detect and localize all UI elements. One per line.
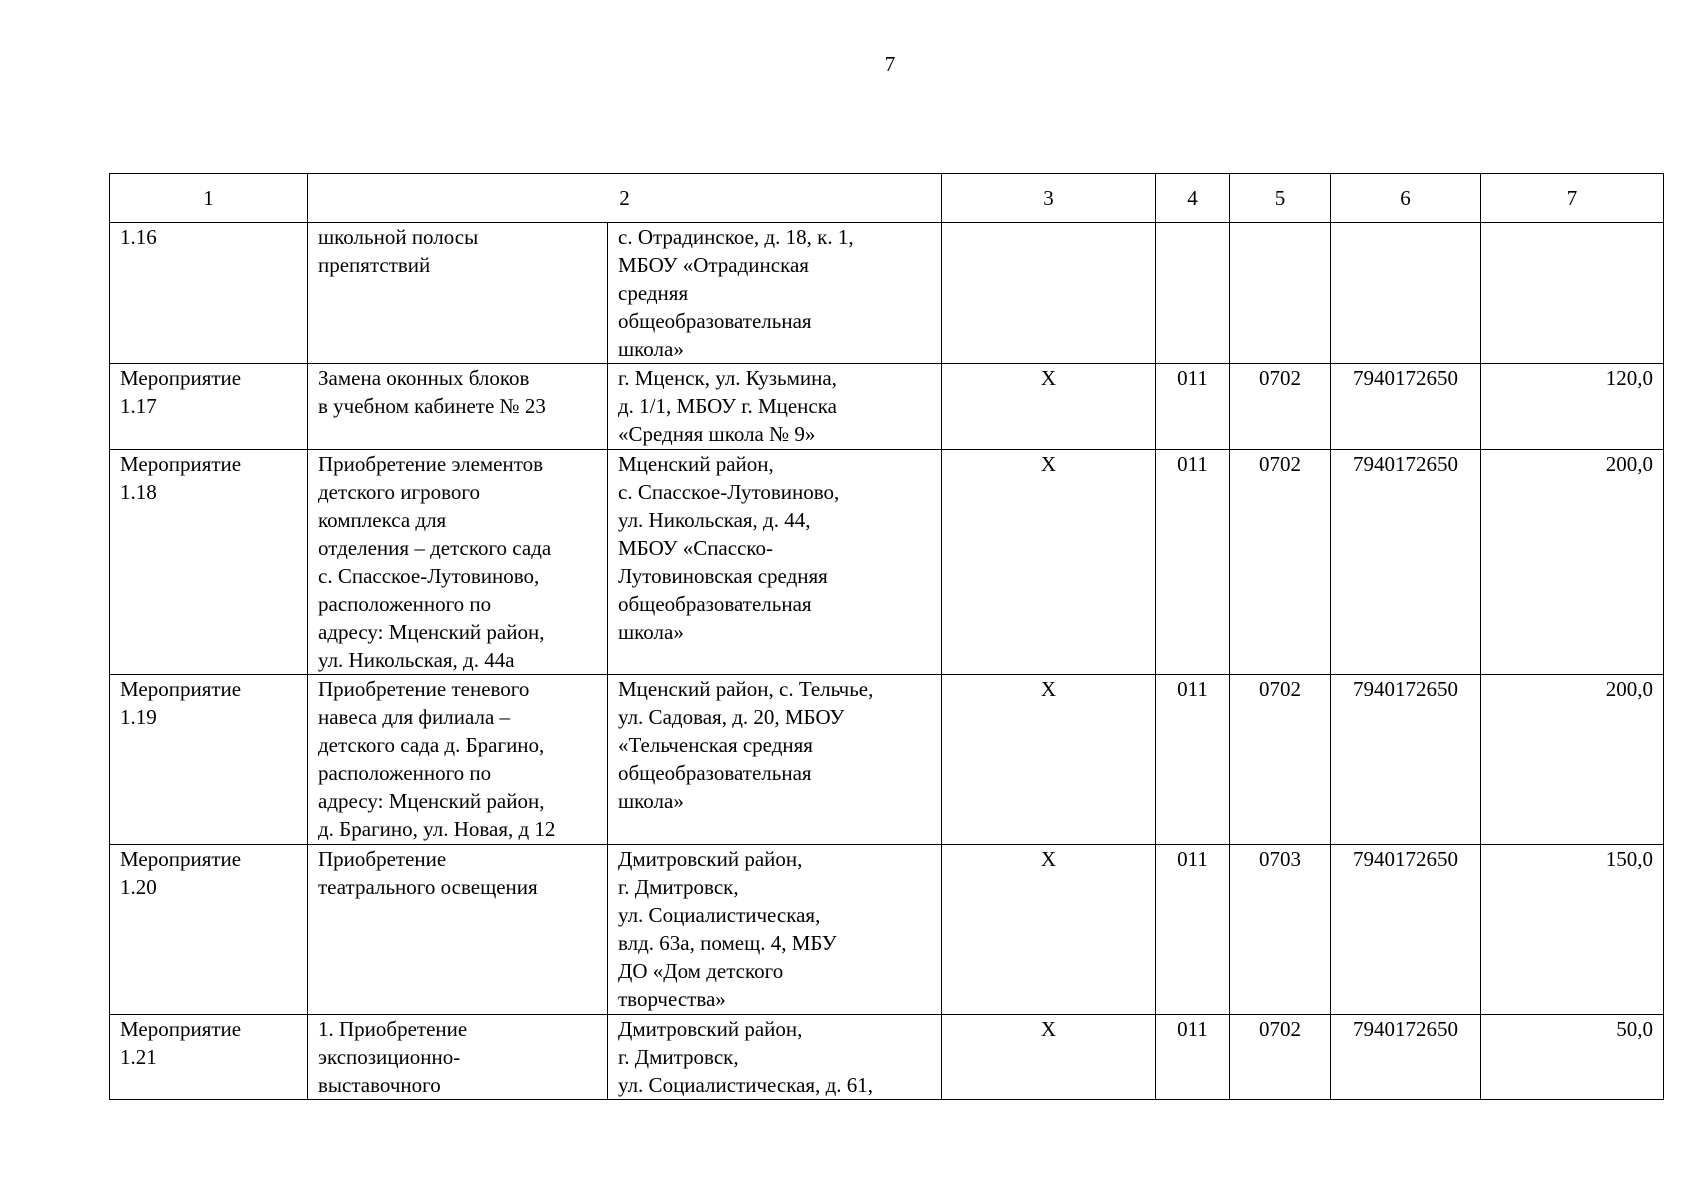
cell-address-line: общеобразовательная [618, 761, 812, 785]
cell-address [608, 1015, 942, 1100]
cell-event-number [110, 223, 308, 364]
cell-col3 [942, 223, 1156, 364]
cell-event-name-line: Приобретение [318, 847, 447, 871]
cell-event-name-line: препятствий [318, 253, 431, 277]
cell-col4: 011 [1156, 364, 1230, 450]
cell-address [608, 364, 942, 450]
cell-col6: 7940172650 [1331, 845, 1481, 1015]
cell-event-number-line: 1.20 [120, 875, 157, 899]
table-row [110, 223, 1664, 364]
header-cell-1: 1 [110, 174, 308, 223]
cell-col7: 150,0 [1481, 845, 1664, 1015]
cell-address-line: д. 1/1, МБОУ г. Мценска [618, 394, 837, 418]
cell-col6: 7940172650 [1331, 450, 1481, 675]
cell-event-name-line: детского игрового [318, 480, 480, 504]
header-cell-2: 2 [308, 174, 942, 223]
cell-event-name-line: театрального освещения [318, 875, 538, 899]
page-number: 7 [884, 52, 896, 76]
cell-col3: Х [942, 1015, 1156, 1100]
cell-address-line: с. Отрадинское, д. 18, к. 1, [618, 225, 854, 249]
cell-event-number-line: 1.18 [120, 480, 157, 504]
cell-col7: 50,0 [1481, 1015, 1664, 1100]
cell-col3: Х [942, 675, 1156, 845]
cell-event-name-line: отделения – детского сада [318, 536, 552, 560]
cell-address-line: МБОУ «Отрадинская [618, 253, 809, 277]
cell-address-line: г. Дмитровск, [618, 875, 739, 899]
cell-event-name [308, 675, 608, 845]
cell-event-name [308, 1015, 608, 1100]
cell-col6: 7940172650 [1331, 675, 1481, 845]
cell-address-line: творчества» [618, 987, 726, 1011]
cell-address [608, 675, 942, 845]
cell-address [608, 223, 942, 364]
cell-address-line: г. Мценск, ул. Кузьмина, [618, 366, 837, 390]
cell-event-number-line: Мероприятие [120, 366, 242, 390]
cell-event-name-line: 1. Приобретение [318, 1017, 468, 1041]
cell-event-name [308, 845, 608, 1015]
cell-event-number [110, 450, 308, 675]
cell-event-number [110, 1015, 308, 1100]
cell-col3: Х [942, 450, 1156, 675]
cell-event-name-line: с. Спасское-Лутовиново, [318, 564, 540, 588]
cell-col4 [1156, 223, 1230, 364]
cell-col6: 7940172650 [1331, 364, 1481, 450]
cell-col4: 011 [1156, 675, 1230, 845]
cell-address-line: ДО «Дом детского [618, 959, 784, 983]
cell-event-name-line: школьной полосы [318, 225, 479, 249]
cell-col4: 011 [1156, 845, 1230, 1015]
cell-address-line: ул. Садовая, д. 20, МБОУ [618, 705, 845, 729]
cell-col7: 200,0 [1481, 450, 1664, 675]
cell-event-number-line: Мероприятие [120, 677, 242, 701]
cell-event-name [308, 223, 608, 364]
cell-address-line: ул. Социалистическая, [618, 903, 821, 927]
cell-event-number [110, 845, 308, 1015]
cell-event-name-line: комплекса для [318, 508, 447, 532]
header-cell-7: 7 [1481, 174, 1664, 223]
cell-address-line: школа» [618, 337, 684, 361]
cell-event-name-line: экспозиционно- [318, 1045, 461, 1069]
table-row [110, 450, 1664, 675]
cell-address-line: ул. Социалистическая, д. 61, [618, 1073, 874, 1097]
cell-address-line: Мценский район, [618, 452, 774, 476]
table-row [110, 364, 1664, 450]
cell-address-line: школа» [618, 789, 684, 813]
cell-address-line: г. Дмитровск, [618, 1045, 739, 1069]
header-cell-6: 6 [1331, 174, 1481, 223]
cell-col5: 0702 [1230, 675, 1331, 845]
cell-event-name-line: д. Брагино, ул. Новая, д 12 [318, 817, 556, 841]
cell-event-name-line: в учебном кабинете № 23 [318, 394, 546, 418]
cell-address-line: средняя [618, 281, 689, 305]
cell-col7 [1481, 223, 1664, 364]
cell-event-name-line: ул. Никольская, д. 44а [318, 648, 515, 672]
cell-address-line: общеобразовательная [618, 309, 812, 333]
cell-address-line: Дмитровский район, [618, 1017, 803, 1041]
cell-event-name [308, 450, 608, 675]
cell-address [608, 450, 942, 675]
table-row [110, 845, 1664, 1015]
cell-col7: 120,0 [1481, 364, 1664, 450]
cell-event-name-line: адресу: Мценский район, [318, 789, 545, 813]
cell-address-line: Мценский район, с. Тельчье, [618, 677, 874, 701]
cell-event-name-line: Приобретение элементов [318, 452, 544, 476]
budget-table [109, 173, 1664, 1100]
cell-col6: 7940172650 [1331, 1015, 1481, 1100]
cell-address-line: «Тельченская средняя [618, 733, 813, 757]
cell-event-number [110, 364, 308, 450]
cell-col3: Х [942, 364, 1156, 450]
table-row [110, 675, 1664, 845]
cell-event-number-line: 1.17 [120, 394, 157, 418]
header-cell-3: 3 [942, 174, 1156, 223]
cell-col6 [1331, 223, 1481, 364]
cell-event-number-line: 1.19 [120, 705, 157, 729]
cell-event-name-line: Приобретение теневого [318, 677, 530, 701]
cell-address-line: с. Спасское-Лутовиново, [618, 480, 840, 504]
cell-address-line: школа» [618, 620, 684, 644]
cell-address-line: МБОУ «Спасско- [618, 536, 774, 560]
header-row [110, 174, 1664, 223]
cell-col5: 0703 [1230, 845, 1331, 1015]
cell-event-name [308, 364, 608, 450]
cell-event-number-line: Мероприятие [120, 452, 242, 476]
cell-col3: Х [942, 845, 1156, 1015]
cell-event-name-line: детского сада д. Брагино, [318, 733, 545, 757]
cell-event-name-line: навеса для филиала – [318, 705, 511, 729]
cell-address-line: Дмитровский район, [618, 847, 803, 871]
cell-col5 [1230, 223, 1331, 364]
cell-address-line: «Средняя школа № 9» [618, 422, 816, 446]
cell-address-line: ул. Никольская, д. 44, [618, 508, 811, 532]
cell-event-name-line: Замена оконных блоков [318, 366, 530, 390]
cell-event-name-line: расположенного по [318, 761, 492, 785]
cell-col5: 0702 [1230, 450, 1331, 675]
cell-event-number-line: Мероприятие [120, 1017, 242, 1041]
cell-event-name-line: выставочного [318, 1073, 441, 1097]
cell-col7: 200,0 [1481, 675, 1664, 845]
cell-event-name-line: адресу: Мценский район, [318, 620, 545, 644]
header-cell-4: 4 [1156, 174, 1230, 223]
cell-event-number-line: 1.16 [120, 225, 157, 249]
cell-col5: 0702 [1230, 364, 1331, 450]
cell-event-name-line: расположенного по [318, 592, 492, 616]
cell-address-line: влд. 63а, помещ. 4, МБУ [618, 931, 837, 955]
cell-address-line: общеобразовательная [618, 592, 812, 616]
cell-address [608, 845, 942, 1015]
cell-event-number-line: 1.21 [120, 1045, 157, 1069]
cell-event-number [110, 675, 308, 845]
cell-address-line: Лутовиновская средняя [618, 564, 828, 588]
cell-col4: 011 [1156, 1015, 1230, 1100]
header-cell-5: 5 [1230, 174, 1331, 223]
table-row [110, 1015, 1664, 1100]
cell-col4: 011 [1156, 450, 1230, 675]
cell-event-number-line: Мероприятие [120, 847, 242, 871]
cell-col5: 0702 [1230, 1015, 1331, 1100]
